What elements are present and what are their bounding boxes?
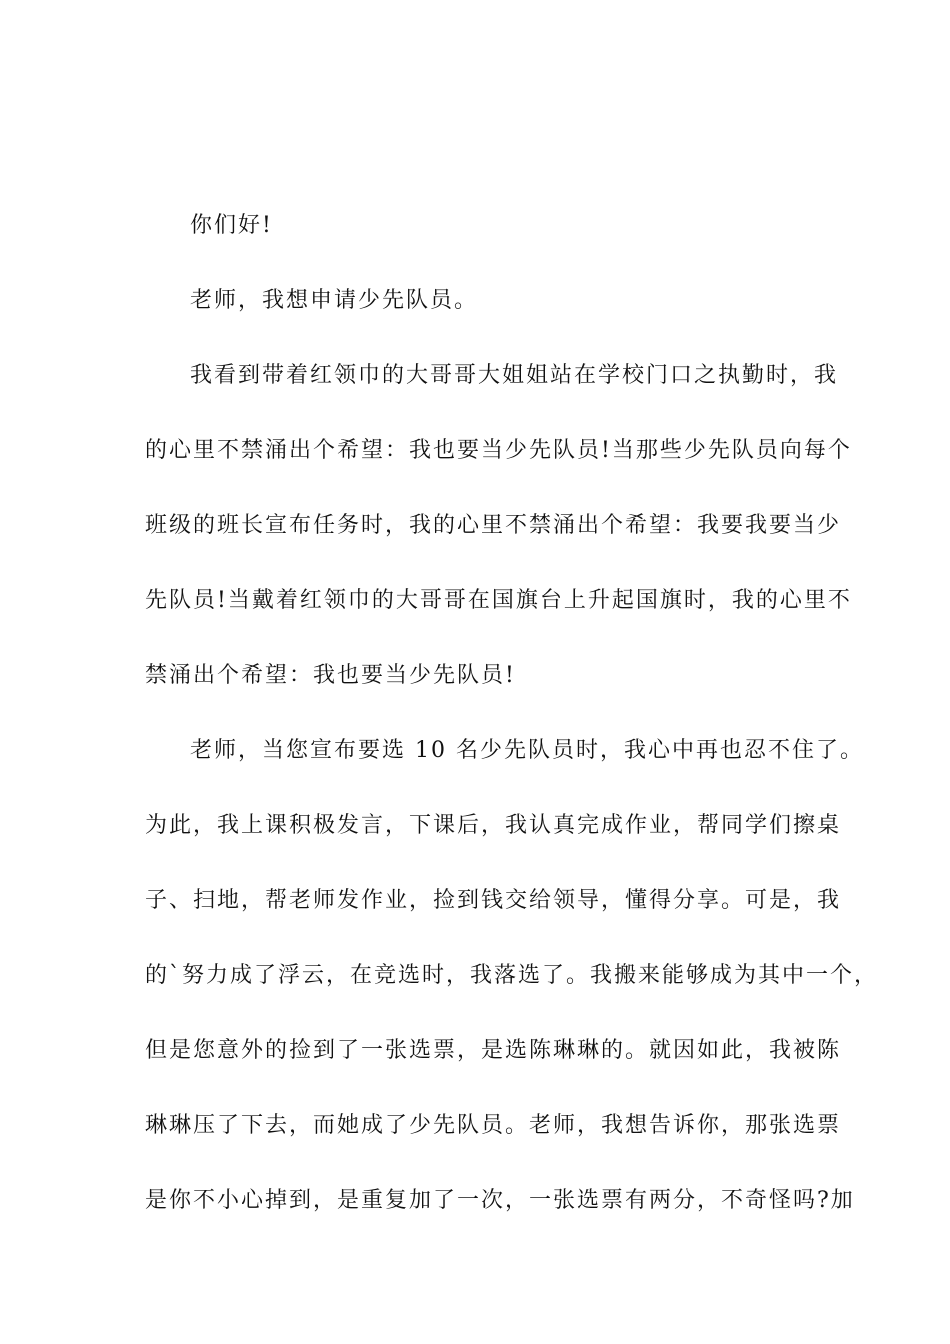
paragraph-line: 禁涌出个希望：我也要当少先队员!: [145, 663, 516, 688]
paragraph-line: 为此，我上课积极发言，下课后，我认真完成作业，帮同学们擦桌: [145, 813, 842, 838]
paragraph-line: 老师，当您宣布要选 10 名少先队员时，我心中再也忍不住了。: [190, 738, 864, 763]
paragraph-line: 琳琳压了下去，而她成了少先队员。老师，我想告诉你，那张选票: [145, 1113, 842, 1138]
paragraph-line: 班级的班长宣布任务时，我的心里不禁涌出个希望：我要我要当少: [145, 513, 842, 538]
paragraph-line: 的心里不禁涌出个希望：我也要当少先队员!当那些少先队员向每个: [145, 438, 852, 463]
paragraph-line: 的`努力成了浮云，在竞选时，我落选了。我搬来能够成为其中一个，: [145, 963, 879, 988]
paragraph-line: 是你不小心掉到，是重复加了一次，一张选票有两分，不奇怪吗?加: [145, 1188, 855, 1213]
paragraph-line: 我看到带着红领巾的大哥哥大姐姐站在学校门口之执勤时，我: [190, 363, 839, 388]
paragraph-line: 但是您意外的捡到了一张选票，是选陈琳琳的。就因如此，我被陈: [145, 1038, 842, 1063]
paragraph-line: 子、扫地，帮老师发作业，捡到钱交给领导，懂得分享。可是，我: [145, 888, 842, 913]
paragraph-line: 老师，我想申请少先队员。: [190, 288, 479, 313]
greeting-line: 你们好!: [190, 213, 273, 238]
paragraph-line: 先队员!当戴着红领巾的大哥哥在国旗台上升起国旗时，我的心里不: [145, 588, 852, 613]
